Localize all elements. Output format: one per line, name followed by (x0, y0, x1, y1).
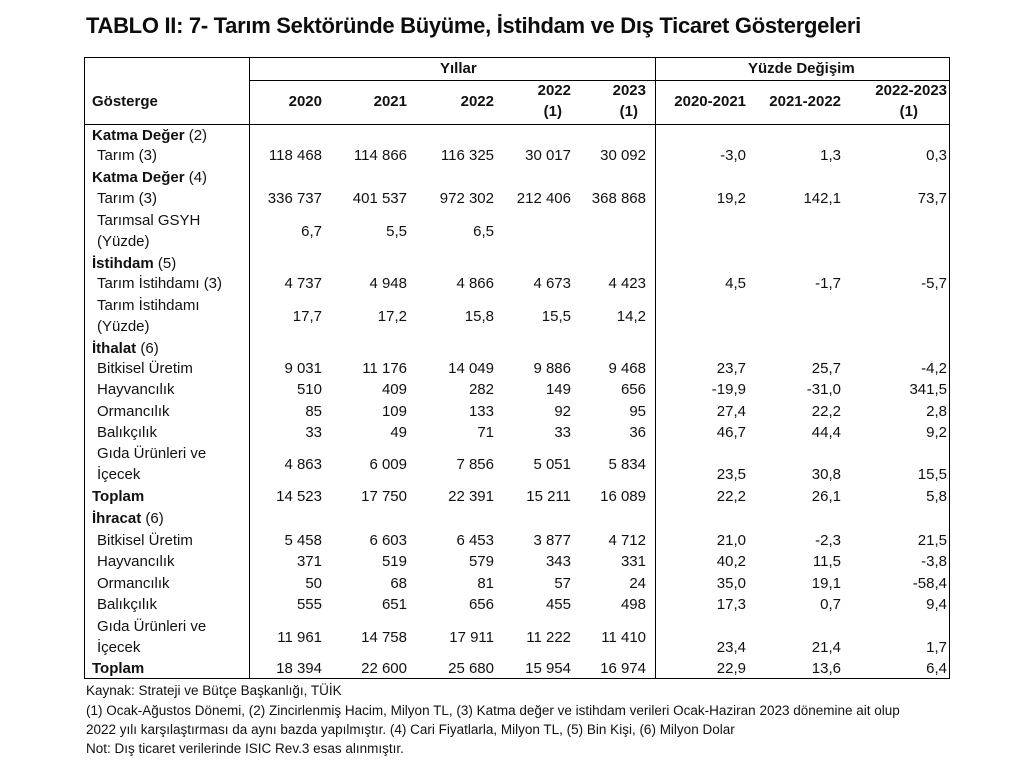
header-year-2023-note: (1) (619, 103, 638, 120)
cell-2022: 25 680 (448, 660, 494, 677)
cell-2020: 336 737 (267, 190, 322, 207)
row-label: Tarımsal GSYH (97, 212, 201, 229)
cell-2021: 109 (381, 403, 407, 420)
cell-chg-2020-2021: 23,5 (716, 466, 746, 483)
row-label-line2: (Yüzde) (97, 318, 150, 335)
section-heading-label: İstihdam (92, 255, 154, 272)
cell-2020: 33 (305, 424, 322, 441)
cell-2023: 33 (554, 424, 571, 441)
cell-chg-2021-2022: -31,0 (806, 381, 841, 398)
cell-2023b: 4 712 (608, 532, 646, 549)
header-year-2023: 2023 (612, 82, 646, 99)
cell-2021: 651 (381, 596, 407, 613)
row-label: Ormancılık (97, 403, 170, 420)
section-heading (92, 340, 159, 358)
cell-2020: 4 863 (284, 456, 322, 473)
row-label-line2: İçecek (97, 466, 141, 483)
cell-2023b: 5 834 (608, 456, 646, 473)
section-heading-unit: (6) (136, 340, 159, 357)
cell-2021: 401 537 (352, 190, 407, 207)
cell-chg-2021-2022: 25,7 (811, 360, 841, 377)
cell-2022: 282 (468, 381, 494, 398)
source-note: Kaynak: Strateji ve Bütçe Başkanlığı, TÜİK (86, 683, 342, 698)
cell-chg-2020-2021: 23,7 (716, 360, 746, 377)
cell-chg-2020-2021: 19,2 (716, 190, 746, 207)
cell-chg-2020-2021: 22,9 (716, 660, 746, 677)
header-subline (249, 80, 950, 81)
table-title: TABLO II: 7- Tarım Sektöründe Büyüme, İstihdam ve Dış Ticaret Göstergeleri (86, 13, 861, 38)
cell-2021: 114 866 (353, 147, 407, 164)
cell-2022: 71 (477, 424, 494, 441)
cell-2023b: 24 (629, 575, 646, 592)
cell-chg-2022-2023: 21,5 (917, 532, 947, 549)
cell-2023: 15,5 (541, 308, 571, 325)
cell-chg-2022-2023: 15,5 (917, 466, 947, 483)
note-line: Not: Dış ticaret verilerinde ISIC Rev.3 esas alınmıştır. (86, 741, 404, 756)
row-label: Ormancılık (97, 575, 170, 592)
cell-2023b: 11 410 (601, 629, 646, 646)
cell-chg-2021-2022: 11,5 (812, 553, 841, 570)
cell-2021: 4 948 (369, 275, 407, 292)
section-heading-unit: (5) (153, 255, 177, 272)
cell-2020: 9 031 (284, 360, 322, 377)
cell-2023b: 16 089 (600, 488, 646, 505)
row-label: Tarım İstihdamı (97, 297, 200, 314)
cell-2023: 149 (545, 381, 571, 398)
cell-2022: 7 856 (456, 456, 494, 473)
row-label: Gıda Ürünleri ve (97, 618, 207, 635)
section-heading (92, 510, 164, 528)
footnote-line-1: (1) Ocak-Ağustos Dönemi, (2) Zincirlenmiş Hacim, Milyon TL, (3) Katma değer ve istihdam verileri Ocak-Haziran 2023 dönemine ait olup (86, 703, 900, 718)
cell-2021: 5,5 (386, 223, 407, 240)
cell-2020: 50 (305, 575, 322, 592)
section-heading-unit: (4) (184, 169, 208, 186)
row-label: Tarım (3) (97, 190, 157, 207)
cell-chg-2021-2022: 0,7 (820, 596, 841, 613)
cell-chg-2022-2023: -3,8 (921, 553, 947, 570)
cell-2021: 6 603 (369, 532, 407, 549)
total-row-label: Toplam (92, 488, 145, 505)
cell-chg-2021-2022: 19,1 (811, 575, 841, 592)
cell-chg-2022-2023: 5,8 (926, 488, 947, 505)
cell-chg-2022-2023: 2,8 (926, 403, 947, 420)
cell-2020: 4 737 (284, 275, 322, 292)
cell-2022: 4 866 (456, 275, 494, 292)
cell-2023b: 656 (620, 381, 646, 398)
cell-2022: 17 911 (449, 629, 494, 646)
cell-2023: 57 (554, 575, 571, 592)
cell-chg-2020-2021: 35,0 (716, 575, 746, 592)
section-heading-label: İhracat (92, 510, 142, 527)
header-percent-change: Yüzde Değişim (748, 60, 855, 77)
cell-2022: 6,5 (473, 223, 494, 240)
cell-chg-2021-2022: 44,4 (811, 424, 841, 441)
divider-indicator-years (249, 57, 250, 679)
cell-chg-2022-2023: 341,5 (909, 381, 947, 398)
cell-2020: 118 468 (268, 147, 322, 164)
row-label: Tarım İstihdamı (3) (97, 275, 223, 292)
cell-2023: 9 886 (533, 360, 571, 377)
row-label: Bitkisel Üretim (97, 360, 193, 377)
cell-chg-2022-2023: 73,7 (917, 190, 947, 207)
cell-chg-2022-2023: 0,3 (926, 147, 947, 164)
section-heading (92, 127, 207, 145)
cell-2021: 6 009 (369, 456, 407, 473)
cell-2023b: 9 468 (608, 360, 646, 377)
cell-chg-2020-2021: 22,2 (716, 488, 746, 505)
cell-2020: 510 (296, 381, 322, 398)
cell-2023: 212 406 (516, 190, 571, 207)
cell-chg-2020-2021: 46,7 (716, 424, 746, 441)
cell-2020: 6,7 (301, 223, 322, 240)
cell-2023b: 95 (629, 403, 646, 420)
header-indicator: Gösterge (92, 93, 158, 110)
cell-chg-2020-2021: -3,0 (720, 147, 746, 164)
header-change-2020-2021: 2020-2021 (674, 93, 746, 110)
divider-years-change (655, 57, 656, 679)
section-heading-unit: (2) (184, 127, 208, 144)
cell-2023b: 16 974 (600, 660, 646, 677)
cell-2021: 17 750 (361, 488, 407, 505)
cell-2023: 30 017 (525, 147, 571, 164)
cell-2023b: 4 423 (608, 275, 646, 292)
header-year-2022-note: (1) (543, 103, 562, 120)
cell-chg-2021-2022: 22,2 (811, 403, 841, 420)
row-label: Balıkçılık (97, 424, 158, 441)
cell-chg-2020-2021: 27,4 (716, 403, 746, 420)
row-label-line2: (Yüzde) (97, 233, 150, 250)
cell-2020: 18 394 (276, 660, 322, 677)
cell-chg-2021-2022: 1,3 (820, 147, 841, 164)
cell-2021: 519 (381, 553, 407, 570)
cell-chg-2021-2022: -1,7 (815, 275, 841, 292)
cell-chg-2021-2022: 142,1 (803, 190, 841, 207)
cell-2023b: 30 092 (600, 147, 646, 164)
cell-2022: 656 (468, 596, 494, 613)
cell-chg-2022-2023: 6,4 (926, 660, 947, 677)
cell-2022: 972 302 (439, 190, 494, 207)
cell-2022: 81 (477, 575, 494, 592)
header-years: Yıllar (440, 60, 477, 77)
section-heading-label: Katma Değer (92, 169, 185, 186)
cell-2021: 11 176 (362, 360, 407, 377)
row-label: Hayvancılık (97, 381, 175, 398)
header-year-2022: 2022 (460, 93, 494, 110)
header-bottomline (84, 124, 950, 125)
row-label: Hayvancılık (97, 553, 175, 570)
header-change-2022-2023-note: (1) (899, 103, 918, 120)
cell-chg-2020-2021: 23,4 (716, 639, 746, 656)
cell-chg-2020-2021: 21,0 (716, 532, 746, 549)
cell-chg-2022-2023: -4,2 (921, 360, 947, 377)
cell-chg-2020-2021: 17,3 (716, 596, 746, 613)
cell-2022: 133 (468, 403, 494, 420)
cell-2022: 14 049 (448, 360, 494, 377)
cell-2022: 579 (468, 553, 494, 570)
cell-2023: 4 673 (533, 275, 571, 292)
cell-2023: 15 954 (525, 660, 571, 677)
cell-2020: 14 523 (276, 488, 322, 505)
cell-chg-2022-2023: 9,2 (926, 424, 947, 441)
row-label-line2: İçecek (97, 639, 141, 656)
header-year-2021: 2021 (373, 93, 407, 110)
cell-2023b: 368 868 (591, 190, 646, 207)
cell-2022: 15,8 (464, 308, 494, 325)
cell-chg-2021-2022: 13,6 (811, 660, 841, 677)
cell-chg-2022-2023: -58,4 (912, 575, 947, 592)
cell-chg-2020-2021: -19,9 (711, 381, 746, 398)
cell-2020: 555 (296, 596, 322, 613)
cell-2023b: 36 (629, 424, 646, 441)
cell-2021: 14 758 (361, 629, 407, 646)
row-label: Tarım (3) (97, 147, 157, 164)
cell-2022: 6 453 (456, 532, 494, 549)
section-heading-label: Katma Değer (92, 127, 185, 144)
cell-chg-2022-2023: 9,4 (926, 596, 947, 613)
cell-2020: 5 458 (284, 532, 322, 549)
cell-2023b: 14,2 (616, 308, 646, 325)
cell-2021: 409 (381, 381, 407, 398)
cell-chg-2022-2023: -5,7 (921, 275, 947, 292)
header-year-2022-partial: 2022 (537, 82, 571, 99)
row-label: Bitkisel Üretim (97, 532, 193, 549)
cell-chg-2020-2021: 40,2 (716, 553, 746, 570)
header-change-2022-2023: 2022-2023 (875, 82, 947, 99)
cell-2023: 11 222 (526, 629, 571, 646)
cell-2023: 343 (545, 553, 571, 570)
cell-2023: 3 877 (533, 532, 571, 549)
cell-2020: 17,7 (292, 308, 322, 325)
cell-2023: 15 211 (526, 488, 571, 505)
header-year-2020: 2020 (288, 93, 322, 110)
cell-2023: 5 051 (533, 456, 571, 473)
cell-2023: 92 (554, 403, 571, 420)
cell-chg-2021-2022: 26,1 (811, 488, 841, 505)
cell-2022: 116 325 (440, 147, 494, 164)
cell-chg-2021-2022: 21,4 (811, 639, 841, 656)
cell-2020: 85 (305, 403, 322, 420)
cell-chg-2022-2023: 1,7 (926, 639, 947, 656)
cell-2023b: 498 (620, 596, 646, 613)
cell-2021: 22 600 (361, 660, 407, 677)
footnote-line-2: 2022 yılı karşılaştırması da aynı bazda yapılmıştır. (4) Cari Fiyatlarla, Milyon TL, (5) Bin Kişi, (6) Milyon Dolar (86, 722, 735, 737)
section-heading (92, 255, 176, 273)
header-change-2021-2022: 2021-2022 (769, 93, 841, 110)
cell-2023: 455 (545, 596, 571, 613)
cell-2021: 49 (390, 424, 407, 441)
section-heading-label: İthalat (92, 340, 137, 357)
cell-2022: 22 391 (448, 488, 494, 505)
cell-2023b: 331 (620, 553, 646, 570)
row-label: Gıda Ürünleri ve (97, 445, 207, 462)
cell-chg-2021-2022: 30,8 (811, 466, 841, 483)
cell-2021: 17,2 (377, 308, 407, 325)
cell-2020: 11 961 (277, 629, 322, 646)
cell-2020: 371 (296, 553, 322, 570)
cell-chg-2020-2021: 4,5 (725, 275, 746, 292)
total-row-label: Toplam (92, 660, 145, 677)
section-heading (92, 169, 207, 187)
row-label: Balıkçılık (97, 596, 158, 613)
cell-2021: 68 (390, 575, 407, 592)
cell-chg-2021-2022: -2,3 (815, 532, 841, 549)
section-heading-unit: (6) (141, 510, 164, 527)
